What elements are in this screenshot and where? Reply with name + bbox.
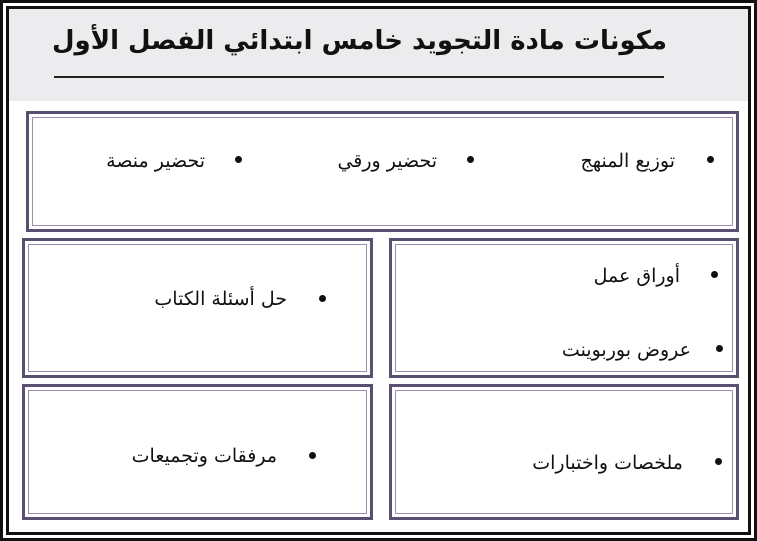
list-item-textbook-answers: حل أسئلة الكتاب [154,288,287,310]
bullet-icon [309,452,316,459]
bullet-icon [235,156,242,163]
bullet-icon [319,295,326,302]
bullet-icon [711,271,718,278]
title-underline [54,76,664,78]
bullet-icon [715,458,722,465]
bullet-icon [467,156,474,163]
list-item-paper-preparation: تحضير ورقي [337,150,437,172]
bullet-icon [707,156,714,163]
list-item-attachments: مرفقات وتجميعات [131,445,277,467]
list-item-powerpoint: عروض بوربوينت [561,339,691,361]
list-item-summaries-tests: ملخصات واختبارات [532,452,683,474]
bullet-icon [716,345,723,352]
list-item-worksheets: أوراق عمل [593,265,680,287]
list-item-curriculum-distribution: توزيع المنهج [580,150,675,172]
page-title: مكونات مادة التجويد خامس ابتدائي الفصل الأول [52,26,667,56]
list-item-platform-preparation: تحضير منصة [106,150,205,172]
